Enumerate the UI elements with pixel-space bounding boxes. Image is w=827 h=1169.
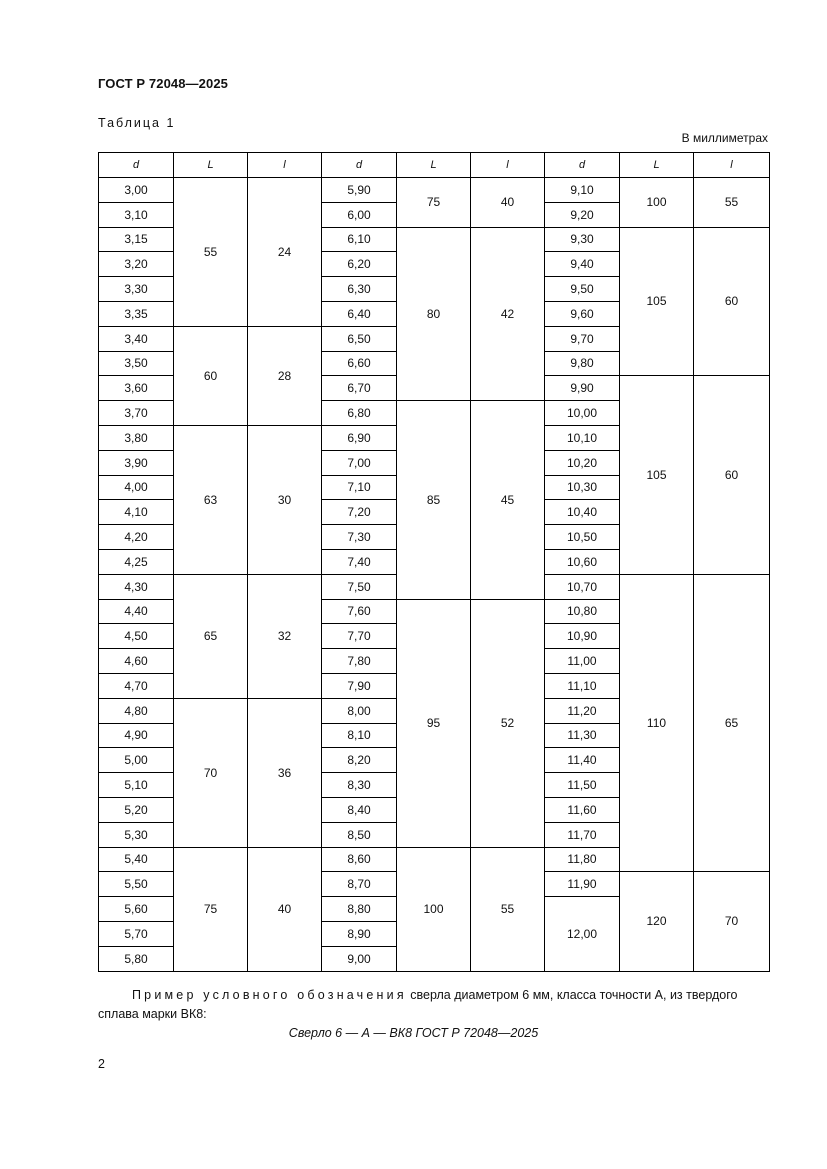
cell-d: 3,50 <box>99 351 174 376</box>
cell-d: 7,30 <box>322 525 397 550</box>
cell-d: 6,20 <box>322 252 397 277</box>
cell-d: 10,70 <box>545 574 620 599</box>
cell-l: 70 <box>694 872 770 971</box>
cell-l: 42 <box>471 227 545 401</box>
example-paragraph <box>98 986 769 1024</box>
cell-d: 6,80 <box>322 401 397 426</box>
table-caption: Таблица 1 <box>98 116 176 130</box>
cell-d: 11,50 <box>545 773 620 798</box>
cell-l: 30 <box>248 425 322 574</box>
cell-L: 85 <box>397 401 471 599</box>
cell-d: 3,00 <box>99 178 174 203</box>
cell-d: 5,50 <box>99 872 174 897</box>
cell-d: 10,30 <box>545 475 620 500</box>
cell-L: 65 <box>174 574 248 698</box>
cell-d: 7,50 <box>322 574 397 599</box>
cell-d: 9,10 <box>545 178 620 203</box>
cell-l: 55 <box>471 847 545 971</box>
header-d: d <box>545 153 620 178</box>
header-L: L <box>620 153 694 178</box>
cell-L: 105 <box>620 227 694 376</box>
cell-l: 40 <box>471 178 545 228</box>
cell-L: 110 <box>620 574 694 872</box>
units-note: В миллиметрах <box>681 131 768 145</box>
cell-d: 3,90 <box>99 450 174 475</box>
cell-d: 10,10 <box>545 425 620 450</box>
cell-d: 8,60 <box>322 847 397 872</box>
cell-L: 55 <box>174 178 248 327</box>
header-l: l <box>248 153 322 178</box>
cell-d: 11,00 <box>545 649 620 674</box>
cell-d: 9,20 <box>545 202 620 227</box>
cell-d: 11,20 <box>545 698 620 723</box>
header-L: L <box>174 153 248 178</box>
cell-d: 10,80 <box>545 599 620 624</box>
cell-d: 9,80 <box>545 351 620 376</box>
cell-l: 55 <box>694 178 770 228</box>
cell-d: 5,30 <box>99 822 174 847</box>
table-header-row <box>99 153 770 178</box>
cell-d: 11,60 <box>545 797 620 822</box>
cell-L: 105 <box>620 376 694 574</box>
cell-d: 9,90 <box>545 376 620 401</box>
example-text: сверла диаметром 6 мм, класса точности А, из твердого сплава марки ВК8: <box>98 988 738 1021</box>
cell-d: 4,60 <box>99 649 174 674</box>
header-d: d <box>99 153 174 178</box>
example-designation: Сверло 6 — А — ВК8 ГОСТ Р 72048—2025 <box>288 1026 539 1040</box>
cell-d: 4,80 <box>99 698 174 723</box>
cell-d: 8,80 <box>322 897 397 922</box>
cell-L: 75 <box>397 178 471 228</box>
cell-d: 7,80 <box>322 649 397 674</box>
cell-d: 8,00 <box>322 698 397 723</box>
cell-L: 75 <box>174 847 248 971</box>
cell-d: 8,90 <box>322 921 397 946</box>
cell-L: 63 <box>174 425 248 574</box>
cell-d: 7,20 <box>322 500 397 525</box>
cell-d: 5,60 <box>99 897 174 922</box>
cell-d: 8,70 <box>322 872 397 897</box>
document-header: ГОСТ Р 72048—2025 <box>98 76 228 91</box>
cell-d: 3,20 <box>99 252 174 277</box>
cell-d: 5,90 <box>322 178 397 203</box>
cell-d: 4,30 <box>99 574 174 599</box>
cell-d: 4,10 <box>99 500 174 525</box>
cell-d: 12,00 <box>545 897 620 971</box>
cell-l: 24 <box>248 178 322 327</box>
cell-d: 10,50 <box>545 525 620 550</box>
cell-l: 60 <box>694 227 770 376</box>
cell-d: 3,40 <box>99 326 174 351</box>
cell-d: 7,70 <box>322 624 397 649</box>
cell-d: 9,70 <box>545 326 620 351</box>
cell-d: 8,10 <box>322 723 397 748</box>
cell-d: 3,10 <box>99 202 174 227</box>
cell-d: 10,00 <box>545 401 620 426</box>
cell-d: 9,30 <box>545 227 620 252</box>
cell-d: 6,00 <box>322 202 397 227</box>
cell-d: 11,10 <box>545 673 620 698</box>
cell-l: 36 <box>248 698 322 847</box>
cell-d: 6,90 <box>322 425 397 450</box>
cell-d: 6,10 <box>322 227 397 252</box>
cell-d: 3,35 <box>99 301 174 326</box>
table-row <box>99 178 770 203</box>
cell-d: 7,10 <box>322 475 397 500</box>
cell-d: 5,80 <box>99 946 174 971</box>
cell-d: 3,60 <box>99 376 174 401</box>
cell-d: 5,00 <box>99 748 174 773</box>
cell-d: 7,60 <box>322 599 397 624</box>
cell-d: 7,00 <box>322 450 397 475</box>
header-l: l <box>471 153 545 178</box>
cell-d: 4,20 <box>99 525 174 550</box>
cell-d: 6,40 <box>322 301 397 326</box>
cell-L: 100 <box>620 178 694 228</box>
cell-l: 52 <box>471 599 545 847</box>
cell-d: 3,70 <box>99 401 174 426</box>
cell-d: 10,20 <box>545 450 620 475</box>
cell-d: 9,00 <box>322 946 397 971</box>
cell-d: 4,25 <box>99 549 174 574</box>
cell-d: 5,20 <box>99 797 174 822</box>
cell-L: 100 <box>397 847 471 971</box>
cell-d: 9,50 <box>545 277 620 302</box>
cell-d: 10,40 <box>545 500 620 525</box>
page-number: 2 <box>98 1057 105 1071</box>
cell-d: 5,70 <box>99 921 174 946</box>
cell-d: 4,50 <box>99 624 174 649</box>
cell-d: 11,40 <box>545 748 620 773</box>
cell-d: 10,90 <box>545 624 620 649</box>
cell-L: 120 <box>620 872 694 971</box>
cell-d: 3,15 <box>99 227 174 252</box>
cell-d: 9,40 <box>545 252 620 277</box>
cell-l: 32 <box>248 574 322 698</box>
cell-d: 6,30 <box>322 277 397 302</box>
cell-d: 11,80 <box>545 847 620 872</box>
cell-L: 95 <box>397 599 471 847</box>
cell-L: 80 <box>397 227 471 401</box>
cell-d: 11,30 <box>545 723 620 748</box>
cell-d: 10,60 <box>545 549 620 574</box>
cell-L: 60 <box>174 326 248 425</box>
cell-d: 6,60 <box>322 351 397 376</box>
cell-l: 45 <box>471 401 545 599</box>
cell-d: 4,70 <box>99 673 174 698</box>
header-d: d <box>322 153 397 178</box>
header-l: l <box>694 153 770 178</box>
cell-d: 4,00 <box>99 475 174 500</box>
cell-d: 5,10 <box>99 773 174 798</box>
cell-d: 4,90 <box>99 723 174 748</box>
cell-d: 8,30 <box>322 773 397 798</box>
drill-dimensions-table <box>98 152 770 972</box>
cell-d: 11,90 <box>545 872 620 897</box>
cell-d: 6,50 <box>322 326 397 351</box>
cell-l: 40 <box>248 847 322 971</box>
cell-d: 9,60 <box>545 301 620 326</box>
cell-d: 3,30 <box>99 277 174 302</box>
cell-d: 7,90 <box>322 673 397 698</box>
cell-d: 8,20 <box>322 748 397 773</box>
cell-l: 60 <box>694 376 770 574</box>
cell-d: 6,70 <box>322 376 397 401</box>
cell-d: 8,40 <box>322 797 397 822</box>
cell-d: 3,80 <box>99 425 174 450</box>
cell-d: 4,40 <box>99 599 174 624</box>
cell-d: 7,40 <box>322 549 397 574</box>
cell-d: 11,70 <box>545 822 620 847</box>
cell-L: 70 <box>174 698 248 847</box>
cell-d: 5,40 <box>99 847 174 872</box>
cell-l: 65 <box>694 574 770 872</box>
example-lead: Пример условного обозначения <box>132 988 407 1002</box>
cell-l: 28 <box>248 326 322 425</box>
header-L: L <box>397 153 471 178</box>
cell-d: 8,50 <box>322 822 397 847</box>
